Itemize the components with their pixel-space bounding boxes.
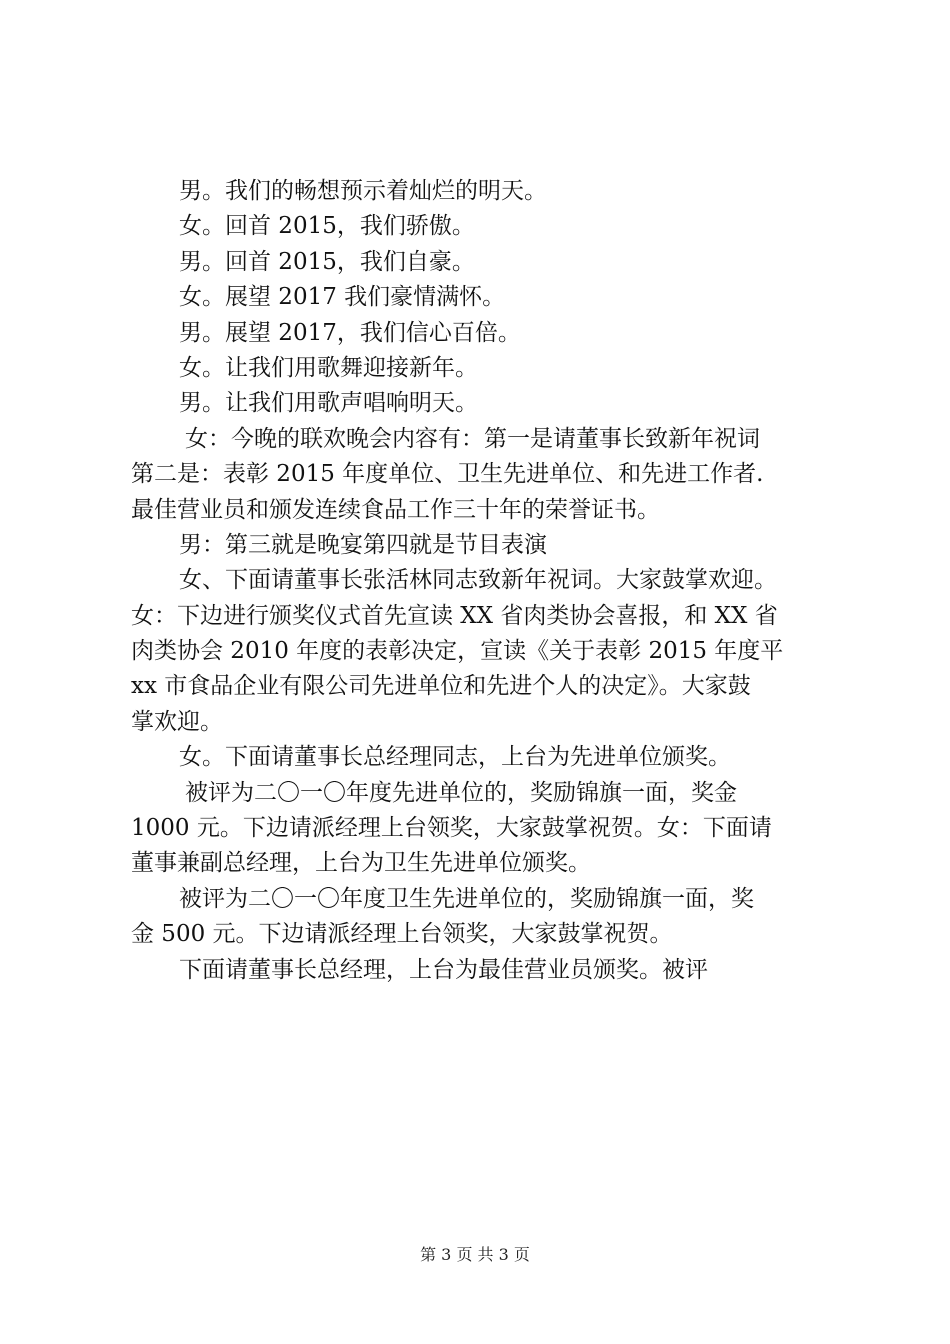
document-body [131,174,831,988]
text-line: 男：第三就是晚宴第四就是节目表演 [179,531,547,558]
text-line: 被评为二〇一〇年度先进单位的，奖励锦旗一面，奖金 [185,779,737,806]
text-line: 男。我们的畅想预示着灿烂的明天。 [179,178,547,204]
text-line: 肉类协会 2010 年度的表彰决定，宣读《关于表彰 2015 年度平 [131,638,784,665]
text-line: 男。回首 2015，我们自豪。 [179,248,475,275]
text-line: 女、下面请董事长张活林同志致新年祝词。大家鼓掌欢迎。 [179,567,777,594]
text-line: 掌欢迎。 [131,708,223,735]
text-line: 男。让我们用歌声唱响明天。 [179,390,478,417]
text-line: 女。下面请董事长总经理同志，上台为先进单位颁奖。 [179,744,731,771]
text-line: 最佳营业员和颁发连续食品工作三十年的荣誉证书。 [131,496,660,523]
text-line: 女。让我们用歌舞迎接新年。 [179,354,478,381]
text-line: 1000 元。下边请派经理上台领奖，大家鼓掌祝贺。女：下面请 [131,815,772,842]
text-line: 女：下边进行颁奖仪式首先宣读 XX 省肉类协会喜报，和 XX 省 [131,602,778,629]
text-line: 女：今晚的联欢晚会内容有：第一是请董事长致新年祝词 [185,425,760,452]
text-line: 董事兼副总经理，上台为卫生先进单位颁奖。 [131,850,591,877]
text-line: xx 市食品企业有限公司先进单位和先进个人的决定》。大家鼓 [131,673,751,700]
text-line: 第二是：表彰 2015 年度单位、卫生先进单位、和先进工作者. [131,461,764,488]
text-line: 被评为二〇一〇年度卫生先进单位的，奖励锦旗一面，奖 [179,885,754,912]
text-line: 女。展望 2017 我们豪情满怀。 [179,284,506,311]
text-line: 金 500 元。下边请派经理上台领奖，大家鼓掌祝贺。 [131,921,673,948]
text-line: 女。回首 2015，我们骄傲。 [179,213,475,240]
text-line: 男。展望 2017，我们信心百倍。 [179,319,521,346]
page-footer: 第 3 页 共 3 页 [420,1245,530,1264]
text-line: 下面请董事长总经理，上台为最佳营业员颁奖。被评 [179,956,708,983]
